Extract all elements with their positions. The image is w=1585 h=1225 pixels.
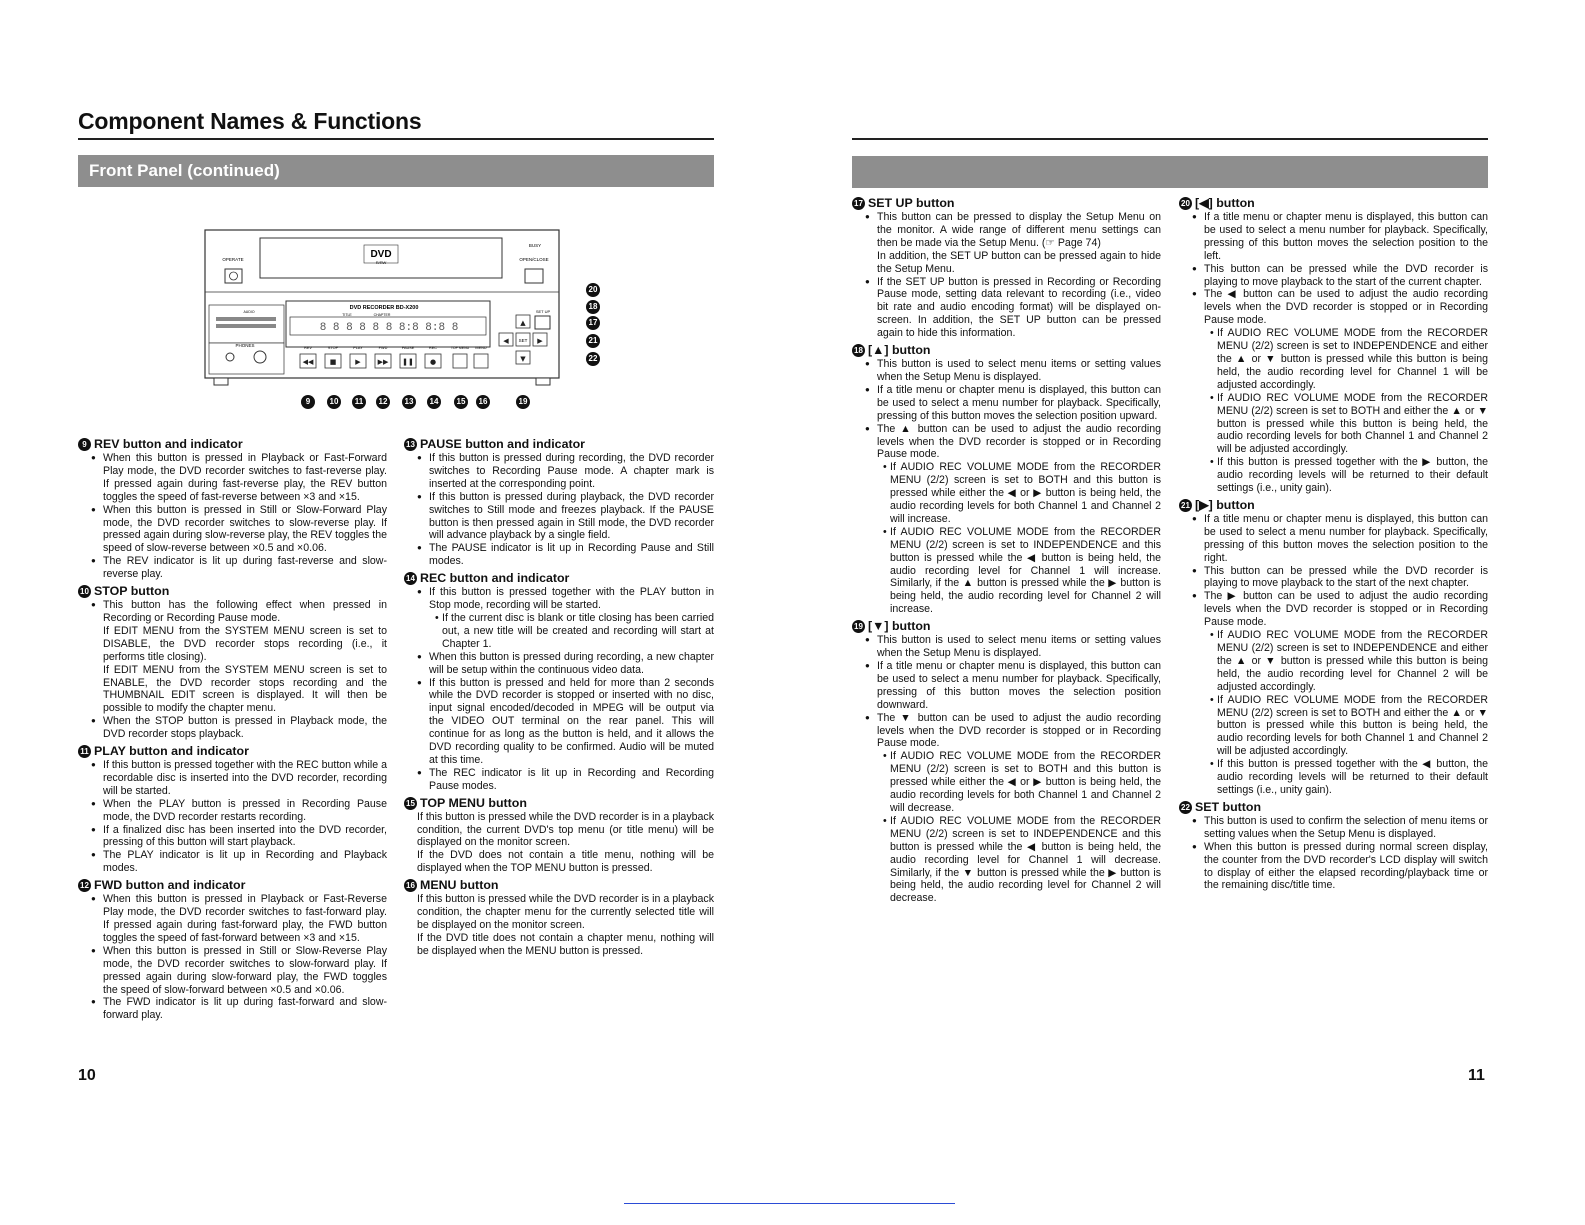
bullet-item: ● If a title menu or chapter menu is displayed, this button can be used to select a menu number for playback. Specifically, pressing of this button moves the selection position downward. [852, 660, 1161, 712]
bullet-item: ● If a finalized disc has been inserted into the DVD recorder, pressing of this button will start playback. [78, 824, 387, 850]
sub-bullet-item: • If AUDIO REC VOLUME MODE from the RECORDER MENU (2/2) screen is set to BOTH and this button is pressed while either the ◀ or ▶ button is being held, the audio recording levels for both Channel 1 and Channel 2 will increase. [852, 461, 1161, 526]
callout-9: 9 [301, 395, 315, 409]
section-title: PAUSE button and indicator [420, 437, 585, 452]
section-items [1179, 513, 1488, 797]
callout-15: 15 [454, 395, 468, 409]
bullet-item: ● This button can be pressed to display the Setup Menu on the monitor. A wide range of different menu settings can then be made via the Setup Menu. (☞ Page 74) [852, 211, 1161, 250]
text-column-4 [1179, 193, 1488, 892]
svg-text:■: ■ [329, 358, 337, 366]
section-heading [78, 879, 387, 892]
bullet-item: ● The ▼ button can be used to adjust the audio recording levels when the DVD recorder is stopped or in Recording Pause mode. [852, 712, 1161, 751]
section-number-badge: 13 [404, 438, 417, 451]
bullet-item: ● When this button is pressed in Still or Slow-Reverse Play mode, the DVD recorder switches to slow-forward play. If pressed again during slow-forward play, the FWD toggles the speed of slow-forward between ×0.5 and ×0.06. [78, 945, 387, 997]
page-title: Component Names & Functions [78, 108, 422, 134]
callout-18: 18 [586, 300, 600, 314]
bullet-item: ● When this button is pressed in Playback or Fast-Forward Play mode, the DVD recorder switches to fast-reverse play. If pressed again during fast-reverse play, the REV button toggles the speed of fast-reverse between ×3 and ×15. [78, 452, 387, 504]
operate-label: OPERATE [222, 257, 244, 262]
busy-label: BUSY [528, 243, 542, 248]
phones-label: PHONES [235, 343, 255, 348]
bullet-item: ● The PLAY indicator is lit up in Recording and Playback modes. [78, 849, 387, 875]
bullet-item: ● This button is used to select menu items or setting values when the Setup Menu is displayed. [852, 634, 1161, 660]
section-number-badge: 19 [852, 620, 865, 633]
paragraph: If the DVD title does not contain a chapter menu, nothing will be displayed when the MENU button is pressed. [417, 931, 714, 957]
section-bar-right [852, 156, 1488, 188]
svg-text:▶: ▶ [537, 337, 543, 345]
model-label: DVD RECORDER BD-X200 [349, 305, 419, 311]
section-items [404, 586, 714, 793]
bullet-item: ● The REV indicator is lit up during fast-reverse and slow-reverse play. [78, 555, 387, 581]
btn-label-rec: REC [428, 346, 438, 350]
section-title: SET button [1195, 799, 1262, 814]
set-label: SET [518, 338, 528, 343]
section-number-badge: 20 [1179, 197, 1192, 210]
section-heading [852, 197, 1161, 210]
section-items [78, 599, 387, 741]
paragraph: In addition, the SET UP button can be pressed again to hide the Setup Menu. [877, 249, 1161, 275]
bullet-item: ● When this button is pressed in Still or Slow-Forward Play mode, the DVD recorder switches to slow-reverse play. If pressed again during slow-reverse play, the REV toggles the speed of slow-reverse between ×0.5 and ×0.06. [78, 504, 387, 556]
section-number-badge: 14 [404, 572, 417, 585]
section-heading [404, 879, 714, 892]
bullet-item: ● This button is used to confirm the selection of menu items or setting values when the Setup Menu is displayed. [1179, 815, 1488, 841]
svg-text:◀: ◀ [503, 337, 509, 345]
section-items [78, 759, 387, 875]
section-9 [78, 438, 387, 581]
section-heading [852, 344, 1161, 357]
callout-12: 12 [376, 395, 390, 409]
bullet-item: ● If a title menu or chapter menu is displayed, this button can be used to select a menu number for playback. Specifically, pressing of this button moves the selection position to the right. [1179, 513, 1488, 565]
sub-bullet-item: • If AUDIO REC VOLUME MODE from the RECORDER MENU (2/2) screen is set to INDEPENDENCE and either the ▲ or ▼ button is pressed while this button is being held, the audio recording level for Channel 2 will be adjusted accordingly. [1179, 629, 1488, 694]
btn-label-menu: MENU [475, 346, 487, 350]
section-title: SET UP button [868, 196, 955, 211]
paragraph: If EDIT MENU from the SYSTEM MENU screen is set to DISABLE, the DVD recorder stops recording (i.e., it performs title closing). [103, 624, 387, 663]
text-column-3 [852, 193, 1161, 905]
bullet-item: ● If a title menu or chapter menu is displayed, this button can be used to select a menu number for playback. Specifically, pressing of this button moves the selection position to the left. [1179, 211, 1488, 263]
section-title: [▼] button [868, 619, 931, 634]
title-rule-right [852, 138, 1488, 140]
section-number-badge: 11 [78, 745, 91, 758]
section-heading [1179, 499, 1488, 512]
section-heading [1179, 801, 1488, 814]
page-number-left: 10 [78, 1067, 96, 1084]
bullet-item: ● When the STOP button is pressed in Playback mode, the DVD recorder stops playback. [78, 715, 387, 741]
front-panel-illustration [204, 229, 560, 387]
section-number-badge: 12 [78, 879, 91, 892]
section-items [404, 452, 714, 568]
link-underline [624, 1203, 955, 1204]
callout-19: 19 [516, 395, 530, 409]
btn-label-play: PLAY [353, 346, 363, 350]
dvd-recorder-drawing [204, 229, 560, 387]
section-items [78, 452, 387, 581]
section-15 [404, 797, 714, 876]
section-title: STOP button [94, 584, 170, 599]
section-21 [1179, 499, 1488, 797]
bullet-item: ● This button is used to select menu items or setting values when the Setup Menu is displayed. [852, 358, 1161, 384]
section-number-badge: 10 [78, 585, 91, 598]
callout-16: 16 [476, 395, 490, 409]
section-11 [78, 745, 387, 875]
callout-22: 22 [586, 352, 600, 366]
section-heading [1179, 197, 1488, 210]
section-items [404, 811, 714, 876]
section-bar-left: Front Panel (continued) [78, 155, 714, 187]
bullet-item: ● When this button is pressed in Playback or Fast-Reverse Play mode, the DVD recorder switches to fast-forward play. If pressed again during fast-forward play, the FWD button toggles the speed of fast-forward between ×3 and ×15. [78, 893, 387, 945]
section-title: [▲] button [868, 343, 931, 358]
btn-label-stop: STOP [327, 346, 339, 350]
svg-text:▲: ▲ [520, 319, 526, 327]
bullet-item: ● The ◀ button can be used to adjust the audio recording levels when the DVD recorder is stopped or in Recording Pause mode. [1179, 288, 1488, 327]
section-title: FWD button and indicator [94, 878, 246, 893]
bullet-item: ● If the SET UP button is pressed in Recording or Recording Pause mode, setting data relevant to recording (i.e., video bit rate and audio encoding format) will be displayed on-screen. In addition, the SET UP button can be pressed again to hide this information. [852, 276, 1161, 341]
callout-21: 21 [586, 334, 600, 348]
section-heading [404, 797, 714, 810]
callout-17: 17 [586, 316, 600, 330]
dvd-logo: DVD [370, 249, 392, 260]
section-title: PLAY button and indicator [94, 744, 249, 759]
sub-bullet-item: • If AUDIO REC VOLUME MODE from the RECORDER MENU (2/2) screen is set to BOTH and this button is pressed while either the ◀ or ▶ button is being held, the audio recording levels for both Channel 1 and Channel 2 will decrease. [852, 750, 1161, 815]
sub-bullet-item: • If AUDIO REC VOLUME MODE from the RECORDER MENU (2/2) screen is set to INDEPENDENCE and this button is pressed while the ◀ button is being held, the audio recording level for Channel 1 will decrease. Similarly, if the ▼ button is pressed while the ▶ button is being held, the audio recording level for Channel 2 will decrease. [852, 815, 1161, 905]
bullet-item: ● This button can be pressed while the DVD recorder is playing to move playback to the start of the current chapter. [1179, 263, 1488, 289]
open-close-label: OPEN/CLOSE [519, 257, 549, 262]
bullet-item: ● The ▲ button can be used to adjust the audio recording levels when the DVD recorder is stopped or in Recording Pause mode. [852, 423, 1161, 462]
svg-text:◀◀: ◀◀ [302, 358, 314, 366]
dvd-logo-sub: R/RW [375, 260, 387, 265]
section-heading [404, 438, 714, 451]
paragraph: If this button is pressed while the DVD recorder is in a playback condition, the chapter menu for the currently selected title will be displayed on the monitor screen. [417, 893, 714, 931]
section-heading [78, 585, 387, 598]
section-items [1179, 211, 1488, 495]
section-number-badge: 22 [1179, 801, 1192, 814]
btn-label-pause: PAUSE [401, 346, 415, 350]
callout-13: 13 [402, 395, 416, 409]
page-number-right: 11 [1468, 1067, 1485, 1084]
bullet-item: ● The ▶ button can be used to adjust the audio recording levels when the DVD recorder is stopped or in Recording Pause mode. [1179, 590, 1488, 629]
svg-text:❚❚: ❚❚ [402, 358, 414, 366]
bullet-item: ● The PAUSE indicator is lit up in Recording Pause and Still modes. [404, 542, 714, 568]
section-heading [852, 620, 1161, 633]
svg-text:▶: ▶ [355, 358, 361, 366]
svg-text:8 8 8 8 8 8 8:8 8:8 8: 8 8 8 8 8 8 8:8 8:8 8 [319, 322, 459, 334]
paragraph: If EDIT MENU from the SYSTEM MENU screen is set to ENABLE, the DVD recorder stops recording and the THUMBNAIL EDIT screen is displayed. It will then be possible to modify the chapter menu. [103, 663, 387, 715]
section-20 [1179, 197, 1488, 495]
section-title: [◀] button [1195, 196, 1255, 211]
section-items [404, 893, 714, 958]
sub-bullet-item: • If AUDIO REC VOLUME MODE from the RECORDER MENU (2/2) screen is set to BOTH and either the ▲ or ▼ button is pressed while this button is being held, the audio recording levels for both Channel 1 and Channel 2 will be adjusted accordingly. [1179, 694, 1488, 759]
section-title: [▶] button [1195, 497, 1255, 512]
section-items [852, 211, 1161, 340]
bullet-item: ● If this button is pressed during playback, the DVD recorder switches to Still mode and freezes playback. If the PAUSE button is then pressed again in Still mode, the DVD recorder will advance playback by a single field. [404, 491, 714, 543]
section-number-badge: 9 [78, 438, 91, 451]
bullet-item: ● If this button is pressed together with the REC button while a recordable disc is inserted into the DVD recorder, recording will be started. [78, 759, 387, 798]
section-items [1179, 815, 1488, 892]
bullet-item: ● If this button is pressed together with the PLAY button in Stop mode, recording will be started. [404, 586, 714, 612]
section-heading [78, 745, 387, 758]
section-title: TOP MENU button [420, 795, 527, 810]
text-column-2 [404, 434, 714, 958]
sub-bullet-item: • If AUDIO REC VOLUME MODE from the RECORDER MENU (2/2) screen is set to BOTH and either the ▲ or ▼ button is pressed while this button is being held, the audio recording levels for both Channel 1 and Channel 2 will be adjusted accordingly. [1179, 392, 1488, 457]
section-number-badge: 18 [852, 344, 865, 357]
svg-text:▼: ▼ [520, 355, 526, 363]
bullet-item: ● If this button is pressed and held for more than 2 seconds while the DVD recorder is stopped or inserted with no disc, input signal encoded/decoded in MPEG will be output via the VIDEO OUT terminal on the rear panel. This will continue for as long as the button is held, and it allows the DVD recording quality to be confirmed. Audio will be muted at this time. [404, 677, 714, 767]
bullet-item: ● This button has the following effect when pressed in Recording or Recording Pause mode. [78, 599, 387, 625]
svg-text:▶▶: ▶▶ [377, 358, 389, 366]
bullet-item: ● When this button is pressed during normal screen display, the counter from the DVD recorder's LCD display will switch to display of either the elapsed recording/playback time or the remaining disc/title time. [1179, 841, 1488, 893]
section-number-badge: 17 [852, 197, 865, 210]
section-items [78, 893, 387, 1022]
section-number-badge: 16 [404, 879, 417, 892]
section-title: MENU button [420, 878, 499, 893]
section-number-badge: 15 [404, 797, 417, 810]
sub-bullet-item: • If AUDIO REC VOLUME MODE from the RECORDER MENU (2/2) screen is set to INDEPENDENCE and either the ▲ or ▼ button is pressed while this button is being held, the audio recording level for Channel 1 will be adjusted accordingly. [1179, 327, 1488, 392]
bullet-item: ● If this button is pressed during recording, the DVD recorder switches to Recording Pause mode. A chapter mark is inserted at the corresponding point. [404, 452, 714, 491]
section-heading [78, 438, 387, 451]
section-items [852, 358, 1161, 616]
btn-label-top-menu: TOP MENU [450, 346, 470, 350]
section-items [852, 634, 1161, 905]
audio-label: AUDIO [243, 310, 255, 314]
sub-bullet-item: • If this button is pressed together with the ▶ button, the audio recording levels will be returned to their default settings (i.e., unity gain). [1179, 456, 1488, 495]
section-title: REV button and indicator [94, 437, 243, 452]
section-14 [404, 572, 714, 793]
text-column-1 [78, 434, 387, 1022]
paragraph: If this button is pressed while the DVD recorder is in a playback condition, the current DVD's top menu (or title menu) will be displayed on the monitor screen. [417, 810, 714, 849]
section-19 [852, 620, 1161, 905]
bullet-item: ● This button can be pressed while the DVD recorder is playing to move playback to the start of the next chapter. [1179, 565, 1488, 591]
sub-bullet-item: • If this button is pressed together with the ◀ button, the audio recording levels will be returned to their default settings (i.e., unity gain). [1179, 758, 1488, 797]
set-up-label: SET UP [535, 309, 551, 314]
section-16 [404, 879, 714, 958]
btn-label-fwd: FWD [378, 346, 388, 350]
section-18 [852, 344, 1161, 616]
callout-20: 20 [586, 283, 600, 297]
section-10 [78, 585, 387, 741]
title-rule-left [78, 138, 714, 140]
callout-11: 11 [352, 395, 366, 409]
title-indicator-label: TITLE [342, 313, 352, 317]
section-12 [78, 879, 387, 1022]
section-title: REC button and indicator [420, 571, 570, 586]
section-heading [404, 572, 714, 585]
section-17 [852, 197, 1161, 340]
bullet-item: ● The REC indicator is lit up in Recording and Recording Pause modes. [404, 767, 714, 793]
bullet-item: ● If a title menu or chapter menu is displayed, this button can be used to select a menu number for playback. Specifically, pressing of this button moves the selection position upward. [852, 384, 1161, 423]
btn-label-rev: REV [304, 346, 312, 350]
callout-10: 10 [327, 395, 341, 409]
svg-text:●: ● [429, 358, 437, 366]
bullet-item: ● The FWD indicator is lit up during fast-forward and slow-forward play. [78, 996, 387, 1022]
sub-bullet-item: • If the current disc is blank or title closing has been carried out, a new title will be created and recording will start at Chapter 1. [404, 612, 714, 651]
chapter-indicator-label: CHAPTER [373, 313, 391, 317]
bullet-item: ● When this button is pressed during recording, a new chapter will be setup within the continuous video data. [404, 651, 714, 677]
section-number-badge: 21 [1179, 499, 1192, 512]
section-13 [404, 438, 714, 568]
sub-bullet-item: • If AUDIO REC VOLUME MODE from the RECORDER MENU (2/2) screen is set to INDEPENDENCE and this button is pressed while the ◀ button is being held, the audio recording level for Channel 1 will increase. Similarly, if the ▲ button is pressed while the ▶ button is being held, the audio recording level for Channel 2 will increase. [852, 526, 1161, 616]
callout-14: 14 [427, 395, 441, 409]
section-22 [1179, 801, 1488, 892]
paragraph: If the DVD does not contain a title menu, nothing will be displayed when the TOP MENU button is pressed. [417, 849, 714, 875]
bullet-item: ● When the PLAY button is pressed in Recording Pause mode, the DVD recorder restarts recording. [78, 798, 387, 824]
